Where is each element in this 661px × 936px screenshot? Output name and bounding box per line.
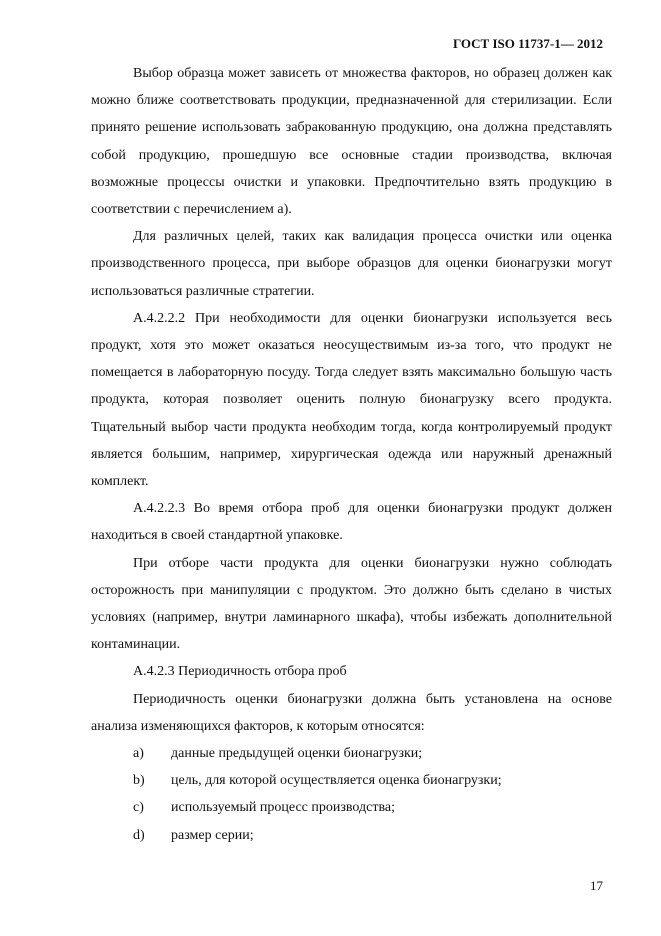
list-marker: d) — [133, 827, 145, 843]
list-text: данные предыдущей оценки бионагрузки; — [171, 746, 423, 762]
list-text: цель, для которой осуществляется оценка бионагрузки; — [171, 773, 502, 789]
paragraph-strategies: Для различных целей, таких как валидация процесса очистки или оценка производственного процесса, при выборе образцов для оценки бионагрузки могут использоваться различные стратегии. — [91, 229, 612, 299]
paragraph-a4222: А.4.2.2.2 При необходимости для оценки бионагрузки используется весь продукт, хотя это может оказаться неосуществимым из-за того, что продукт не помещается в лабораторную посуду. Тогда следует взять максимально большую часть продукта, которая позволяет оценить полную бионагрузку всего продукта. Тщательный выбор части продукта необходим тогда, когда контролируемый продукт является большим, например, хирургическая одежда или наружный дренажный комплект. — [91, 310, 612, 490]
section-heading-a423: А.4.2.3 Периодичность отбора проб — [133, 664, 347, 680]
list-marker: b) — [133, 773, 145, 789]
list-item — [91, 822, 612, 849]
paragraph-sample-selection: Выбор образца может зависеть от множества факторов, но образец должен как можно ближе соответствовать продукции, предназначенной для стерилизации. Если принято решение использовать забракованную продукцию, она должна представлять собой продукцию, прошедшую все основные стадии производства, включая возможные процессы очистки и упаковки. Предпочтительно взять продукцию в соответствии с перечислением а). — [91, 66, 612, 218]
paragraph-a4223: А.4.2.2.3 Во время отбора проб для оценки бионагрузки продукт должен находиться в своей стандартной упаковке. — [91, 501, 612, 544]
page-number: 17 — [590, 878, 603, 893]
list-item — [91, 767, 612, 794]
list-marker: a) — [133, 746, 144, 762]
list-item — [91, 794, 612, 821]
list-marker: c) — [133, 800, 144, 816]
paragraph-handling: При отборе части продукта для оценки бионагрузки нужно соблюдать осторожность при манипуляции с продуктом. Это должно быть сделано в чистых условиях (например, внутри ламинарного шкафа), чтобы избежать дополнительной контаминации. — [91, 555, 612, 653]
document-header: ГОСТ ISO 11737-1— 2012 — [452, 36, 603, 51]
paragraph-periodicity: Периодичность оценки бионагрузки должна быть установлена на основе анализа изменяющихся факторов, к которым относятся: — [91, 691, 612, 734]
document-body — [91, 60, 612, 849]
list-text: используемый процесс производства; — [171, 800, 395, 816]
list-text: размер серии; — [171, 827, 254, 843]
list-item — [91, 740, 612, 767]
